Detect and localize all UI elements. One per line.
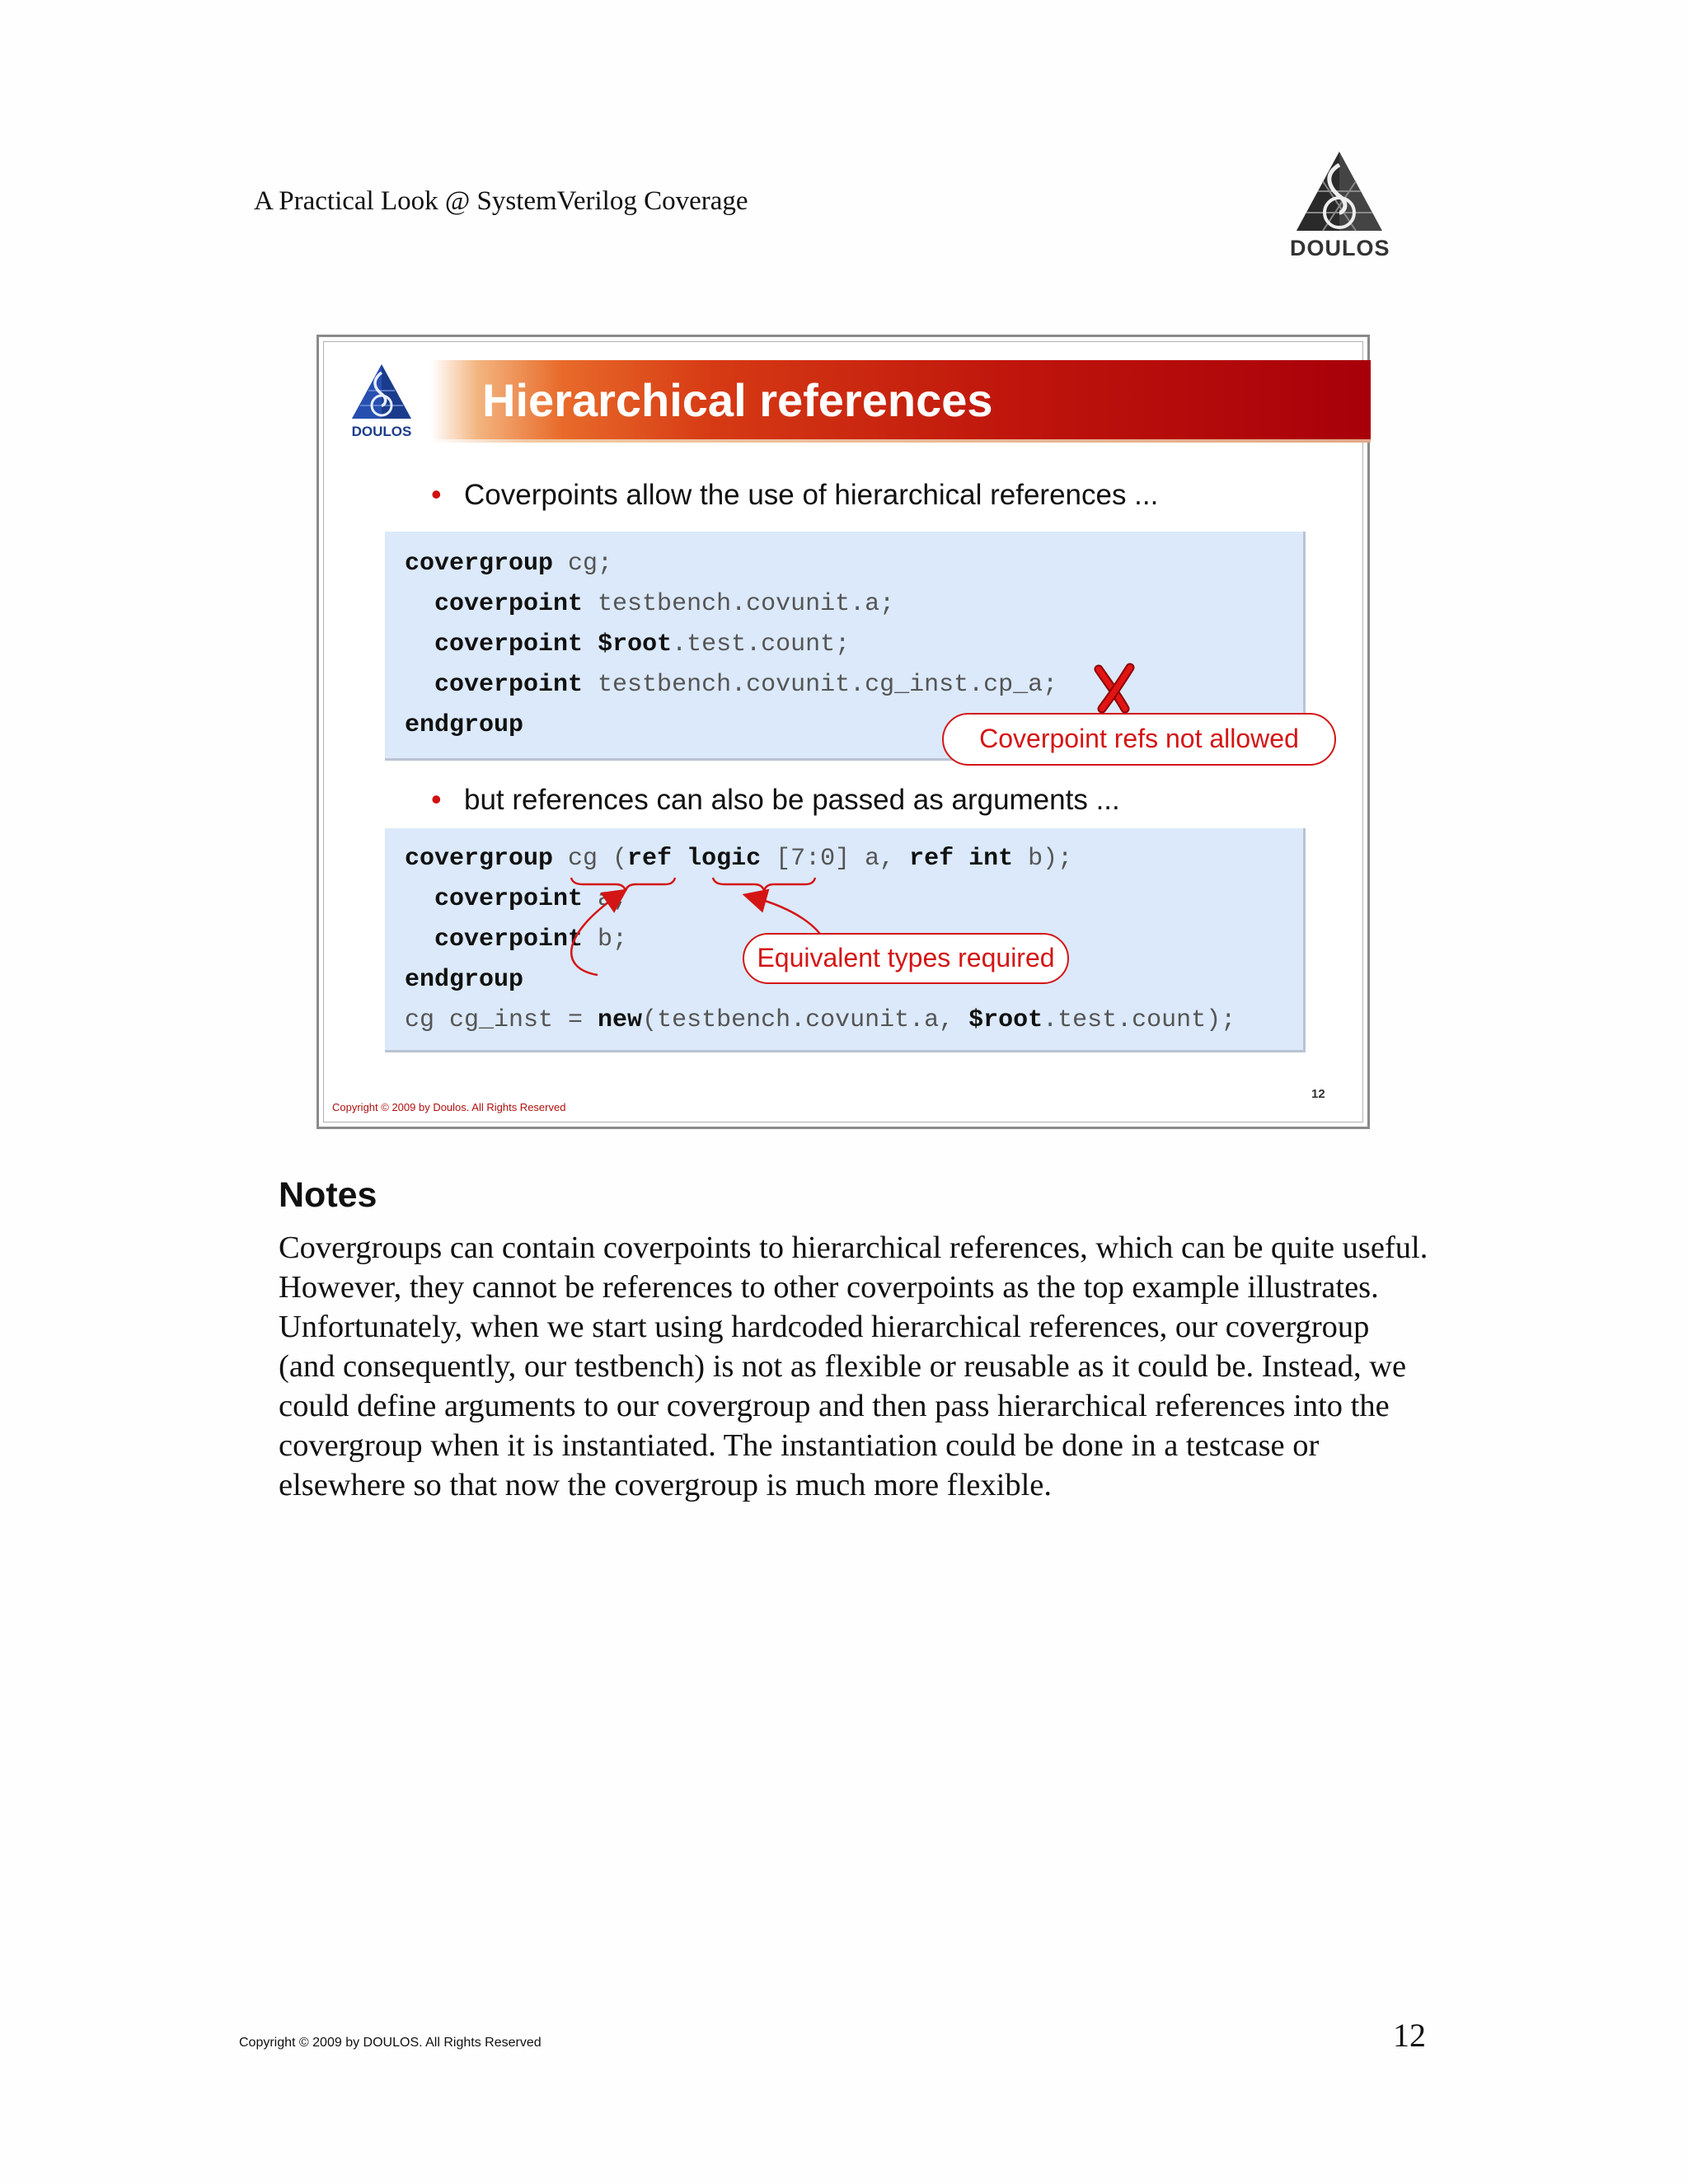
slide-content <box>323 341 1363 1122</box>
bullet-1 <box>431 477 1158 512</box>
code2-line-1: covergroup cg (ref logic [7:0] a, ref int b); <box>405 845 1073 873</box>
brace-int <box>713 878 815 891</box>
doulos-logo-icon <box>1290 148 1389 236</box>
bullet-1-text: Coverpoints allow the use of hierarchical references ... <box>464 479 1159 511</box>
slide-title-underline <box>431 439 1371 443</box>
arrow-left <box>571 896 617 975</box>
slide-copyright: Copyright © 2009 by Doulos. All Rights Reserved <box>332 1101 566 1113</box>
code2-line-4: endgroup <box>405 966 524 994</box>
slide-page-number: 12 <box>1311 1087 1325 1101</box>
bullet-2-text: but references can also be passed as arguments ... <box>464 784 1120 816</box>
slide-frame <box>316 335 1370 1129</box>
footer-copyright: Copyright © 2009 by DOULOS. All Rights Reserved <box>239 2036 542 2050</box>
code1-line-4: coverpoint testbench.covunit.cg_inst.cp_a; <box>434 671 1058 699</box>
code1-line-2: coverpoint testbench.covunit.a; <box>434 590 895 618</box>
bullet-2 <box>431 782 1120 817</box>
slide-doulos-logo-icon <box>349 363 415 422</box>
callout-coverpoint-refs-not-allowed: Coverpoint refs not allowed <box>942 713 1336 766</box>
doulos-logo-text: DOULOS <box>1290 236 1390 260</box>
bullet-dot: • <box>431 782 442 816</box>
slide-doulos-logo-text: DOULOS <box>351 424 412 439</box>
slide-title: Hierarchical references <box>482 374 993 426</box>
notes-heading: Notes <box>279 1175 377 1215</box>
document-header-title: A Practical Look @ SystemVerilog Coverage <box>254 186 748 216</box>
bullet-dot: • <box>431 477 442 511</box>
notes-paragraph: Covergroups can contain coverpoints to hierarchical references, which can be quite useful. However, they cannot be references to other coverpoints as the top example illustrates. Unfortunately, when we start using hardcoded hierarchical references, our covergroup (and consequently, our testbench) is not as flexible or reusable as it could be. Instead, we could define arguments to our covergroup and then pass hierarchical references into the covergroup when it is instantiated. The instantiation could be done in a testcase or elsewhere so that now the covergroup is much more flexible. <box>279 1230 1428 1502</box>
not-allowed-x-icon <box>1094 663 1137 714</box>
code2-line-3: coverpoint b; <box>434 926 628 954</box>
code1-line-1: covergroup cg; <box>405 550 613 578</box>
code2-line-2: coverpoint a; <box>434 885 628 913</box>
page-number: 12 <box>1393 2017 1426 2054</box>
doulos-logo <box>1290 148 1389 264</box>
slide-doulos-logo <box>349 363 415 438</box>
code1-line-5: endgroup <box>405 711 524 739</box>
callout-equivalent-types-required: Equivalent types required <box>743 933 1069 984</box>
code1-line-3: coverpoint $root.test.count; <box>434 630 851 658</box>
code2-line-5: cg cg_inst = new(testbench.covunit.a, $root.test.count); <box>405 1006 1236 1034</box>
brace-logic <box>571 878 675 891</box>
